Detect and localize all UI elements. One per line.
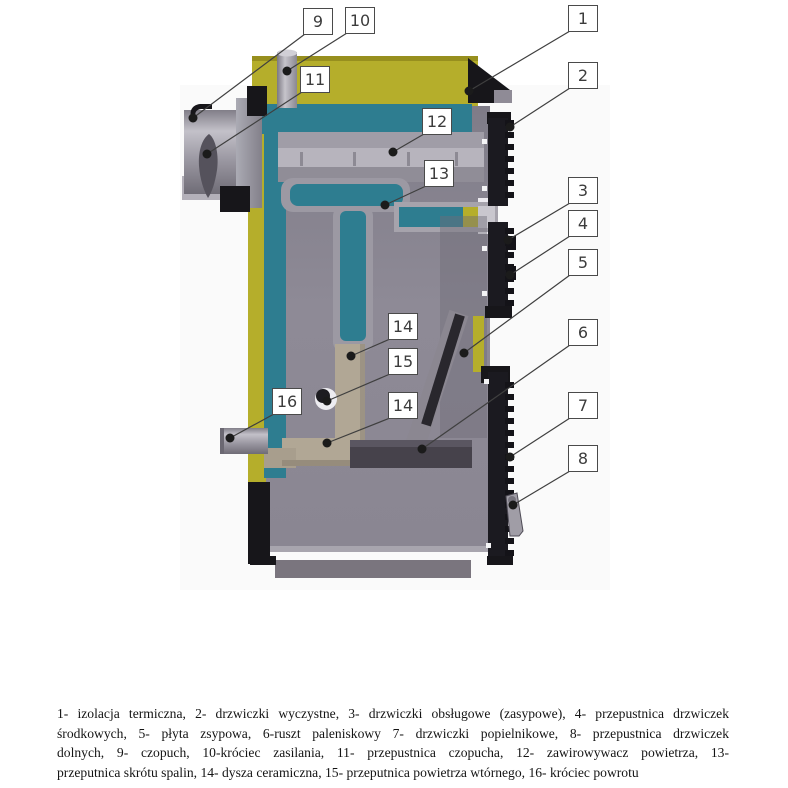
top-corner-step	[494, 90, 512, 103]
exchanger-plate-1	[278, 132, 484, 148]
leader-dot-16	[226, 434, 235, 443]
leader-dot-8	[509, 501, 518, 510]
swirler-tick	[407, 152, 410, 166]
hinge-mark	[482, 246, 487, 251]
callout-13: 13	[424, 160, 454, 187]
door-tooth	[505, 430, 514, 436]
left-black-strip	[248, 482, 270, 564]
between-door-insulation	[473, 316, 484, 372]
callout-7: 7	[568, 392, 598, 419]
leader-dot-15	[323, 397, 332, 406]
leader-dot-4	[506, 271, 515, 280]
door-tooth	[505, 442, 514, 448]
middle-door-sill	[485, 306, 512, 318]
legend-line-2: środkowych, 5- płyta zsypowa, 6-ruszt paleniskowy 7- drzwiczki popielnikowe, 8- przepustnica drzwiczek	[57, 725, 729, 741]
leader-dot-13	[381, 201, 390, 210]
leader-dot-14	[323, 439, 332, 448]
door-tooth	[505, 132, 514, 138]
swirler-tick	[455, 152, 458, 166]
callout-8: 8	[568, 445, 598, 472]
legend	[57, 704, 729, 782]
door-tooth	[505, 550, 514, 556]
hinge-mark	[482, 186, 487, 191]
door-tooth	[505, 418, 514, 424]
callout-15: 15	[388, 348, 418, 375]
base-pedestal	[275, 560, 471, 578]
leader-dot-5	[460, 349, 469, 358]
leader-dot-3	[504, 236, 513, 245]
leader-dot-2	[506, 123, 515, 132]
legend-line-1: 1- izolacja termiczna, 2- drzwiczki wyczystne, 3- drzwiczki obsługowe (zasypowe), 4- przepustnica drzwiczek	[57, 706, 729, 721]
leader-dot-10	[283, 67, 292, 76]
door-tooth	[505, 288, 514, 294]
swirler-tick	[353, 152, 356, 166]
door-tooth	[505, 538, 514, 544]
callout-3: 3	[568, 177, 598, 204]
callout-10: 10	[345, 7, 375, 34]
hinge-mark	[482, 291, 487, 296]
door-tooth	[505, 144, 514, 150]
door-tooth	[505, 228, 514, 234]
supply-stub	[277, 50, 297, 109]
hinge-mark	[482, 139, 487, 144]
base	[275, 560, 471, 578]
door-tooth	[505, 406, 514, 412]
callout-14: 14	[388, 313, 418, 340]
body-bottom-edge	[268, 546, 488, 552]
door-tooth	[505, 478, 514, 484]
door-tooth	[505, 264, 514, 270]
ash-slab-top	[350, 440, 472, 447]
door-tooth	[505, 156, 514, 162]
callout-11: 11	[300, 66, 330, 93]
callout-14: 14	[388, 392, 418, 419]
callout-9: 9	[303, 8, 333, 35]
legend-line-4: przeputnica skrótu spalin, 14- dysza ceramiczna, 15- przeputnica powietrza wtórnego, 16- króciec powrotu	[57, 764, 639, 780]
leader-dot-12	[389, 148, 398, 157]
callout-5: 5	[568, 249, 598, 276]
callout-6: 6	[568, 319, 598, 346]
door-tooth	[505, 192, 514, 198]
swirler-tick	[300, 152, 303, 166]
hinge-mark	[486, 543, 491, 548]
ash-slab	[350, 440, 472, 468]
callout-2: 2	[568, 62, 598, 89]
door-tooth	[505, 252, 514, 258]
door-tooth	[505, 168, 514, 174]
door-tooth	[505, 300, 514, 306]
callout-16: 16	[272, 388, 302, 415]
hinge-mark	[484, 379, 489, 384]
legend-line-3: dolnych, 9- czopuch, 10-króciec zasilania, 11- przepustnica czopucha, 12- zawirowywacz powietrza, 13-	[57, 745, 729, 760]
return-pipe-end	[220, 428, 224, 454]
door-foot	[487, 556, 513, 565]
leader-line-1	[469, 31, 570, 91]
flue-upper-elbow	[247, 86, 267, 116]
duct-water-vertical	[340, 211, 366, 341]
ceramic-column-edge	[360, 344, 365, 440]
callout-1: 1	[568, 5, 598, 32]
callout-12: 12	[422, 108, 452, 135]
door-tooth	[505, 180, 514, 186]
supply-pipe	[277, 52, 297, 108]
door-tooth	[505, 394, 514, 400]
leader-dot-14	[347, 352, 356, 361]
leader-dot-11	[203, 150, 212, 159]
callout-4: 4	[568, 210, 598, 237]
leader-dot-6	[418, 445, 427, 454]
flue-lower-block	[220, 186, 250, 212]
leader-dot-1	[465, 87, 474, 96]
left-foot	[250, 556, 276, 565]
door-tooth	[505, 466, 514, 472]
ceramic-floor-shadow	[282, 460, 354, 466]
leader-dot-7	[506, 453, 515, 462]
leader-dot-9	[189, 114, 198, 123]
